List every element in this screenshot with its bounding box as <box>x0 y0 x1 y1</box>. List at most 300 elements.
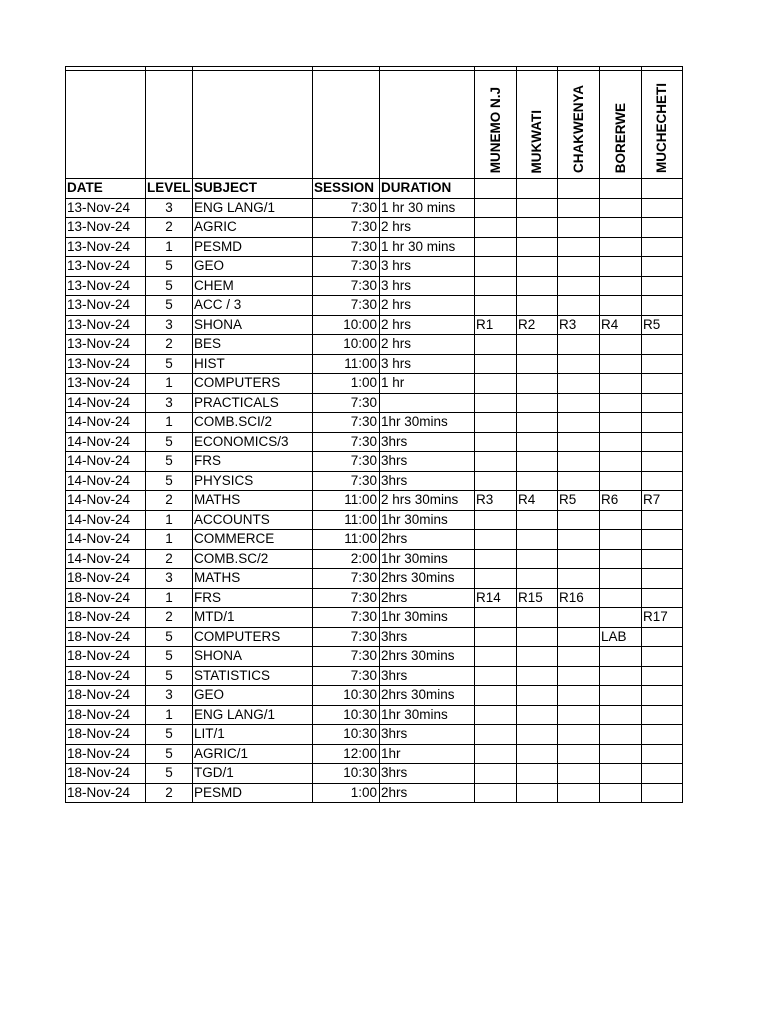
duration-cell[interactable]: 1 hr 30 mins <box>380 198 475 218</box>
room-cell[interactable] <box>475 471 517 491</box>
room-cell[interactable] <box>600 335 642 355</box>
room-cell[interactable] <box>517 452 558 472</box>
room-cell[interactable] <box>475 198 517 218</box>
session-cell[interactable]: 7:30 <box>313 413 380 433</box>
room-cell[interactable] <box>475 296 517 316</box>
session-cell[interactable]: 1:00 <box>313 374 380 394</box>
session-cell[interactable]: 7:30 <box>313 432 380 452</box>
room-cell[interactable] <box>475 276 517 296</box>
room-cell[interactable] <box>558 608 600 628</box>
session-cell[interactable]: 7:30 <box>313 627 380 647</box>
duration-cell[interactable]: 2 hrs <box>380 315 475 335</box>
room-cell[interactable] <box>600 686 642 706</box>
invigilator-header-1[interactable] <box>517 71 558 179</box>
room-cell[interactable]: R3 <box>475 491 517 511</box>
room-cell[interactable] <box>558 452 600 472</box>
room-cell[interactable] <box>475 257 517 277</box>
room-cell[interactable] <box>642 335 683 355</box>
session-cell[interactable]: 7:30 <box>313 471 380 491</box>
room-cell[interactable]: R1 <box>475 315 517 335</box>
room-cell[interactable] <box>600 374 642 394</box>
room-cell[interactable] <box>517 393 558 413</box>
room-cell[interactable] <box>642 413 683 433</box>
room-cell[interactable] <box>642 686 683 706</box>
room-cell[interactable] <box>600 588 642 608</box>
date-cell[interactable]: 14-Nov-24 <box>66 530 146 550</box>
room-cell[interactable] <box>475 666 517 686</box>
duration-cell[interactable]: 2 hrs <box>380 296 475 316</box>
room-cell[interactable] <box>475 725 517 745</box>
subject-cell[interactable]: ENG LANG/1 <box>193 705 313 725</box>
duration-cell[interactable]: 1hr 30mins <box>380 413 475 433</box>
cell[interactable] <box>517 179 558 199</box>
date-cell[interactable]: 18-Nov-24 <box>66 744 146 764</box>
room-cell[interactable] <box>558 198 600 218</box>
duration-column-header[interactable]: DURATION <box>380 179 475 199</box>
invigilator-header-0[interactable] <box>475 71 517 179</box>
room-cell[interactable]: R3 <box>558 315 600 335</box>
room-cell[interactable] <box>517 569 558 589</box>
duration-cell[interactable]: 3hrs <box>380 432 475 452</box>
date-cell[interactable]: 14-Nov-24 <box>66 510 146 530</box>
cell[interactable] <box>66 71 146 179</box>
date-cell[interactable]: 13-Nov-24 <box>66 237 146 257</box>
duration-cell[interactable]: 3hrs <box>380 471 475 491</box>
room-cell[interactable] <box>558 257 600 277</box>
level-cell[interactable]: 2 <box>146 218 193 238</box>
room-cell[interactable] <box>558 296 600 316</box>
subject-cell[interactable]: PRACTICALS <box>193 393 313 413</box>
room-cell[interactable] <box>642 374 683 394</box>
subject-cell[interactable]: COMPUTERS <box>193 627 313 647</box>
level-cell[interactable]: 5 <box>146 725 193 745</box>
date-cell[interactable]: 18-Nov-24 <box>66 725 146 745</box>
duration-cell[interactable]: 2 hrs <box>380 218 475 238</box>
duration-cell[interactable]: 2hrs 30mins <box>380 569 475 589</box>
room-cell[interactable] <box>517 666 558 686</box>
cell[interactable] <box>558 179 600 199</box>
room-cell[interactable] <box>600 510 642 530</box>
room-cell[interactable] <box>517 471 558 491</box>
level-cell[interactable]: 5 <box>146 471 193 491</box>
subject-cell[interactable]: PESMD <box>193 237 313 257</box>
session-cell[interactable]: 7:30 <box>313 296 380 316</box>
session-cell[interactable]: 1:00 <box>313 783 380 803</box>
session-cell[interactable]: 10:30 <box>313 686 380 706</box>
room-cell[interactable] <box>517 530 558 550</box>
subject-cell[interactable]: MATHS <box>193 569 313 589</box>
subject-cell[interactable]: FRS <box>193 452 313 472</box>
duration-cell[interactable]: 3hrs <box>380 764 475 784</box>
session-cell[interactable]: 7:30 <box>313 666 380 686</box>
level-cell[interactable]: 2 <box>146 549 193 569</box>
level-cell[interactable]: 5 <box>146 744 193 764</box>
room-cell[interactable] <box>517 257 558 277</box>
subject-cell[interactable]: CHEM <box>193 276 313 296</box>
session-cell[interactable]: 2:00 <box>313 549 380 569</box>
subject-cell[interactable]: ACC / 3 <box>193 296 313 316</box>
room-cell[interactable] <box>558 686 600 706</box>
room-cell[interactable] <box>642 432 683 452</box>
duration-cell[interactable]: 1hr 30mins <box>380 705 475 725</box>
subject-cell[interactable]: FRS <box>193 588 313 608</box>
room-cell[interactable] <box>600 764 642 784</box>
room-cell[interactable] <box>600 647 642 667</box>
subject-cell[interactable]: ENG LANG/1 <box>193 198 313 218</box>
room-cell[interactable] <box>517 296 558 316</box>
session-column-header[interactable]: SESSION <box>313 179 380 199</box>
room-cell[interactable] <box>600 393 642 413</box>
duration-cell[interactable]: 2hrs 30mins <box>380 686 475 706</box>
room-cell[interactable] <box>642 588 683 608</box>
date-cell[interactable]: 13-Nov-24 <box>66 257 146 277</box>
room-cell[interactable] <box>642 744 683 764</box>
duration-cell[interactable]: 3hrs <box>380 725 475 745</box>
session-cell[interactable]: 11:00 <box>313 530 380 550</box>
invigilator-header-2[interactable] <box>558 71 600 179</box>
level-cell[interactable]: 5 <box>146 666 193 686</box>
subject-cell[interactable]: MTD/1 <box>193 608 313 628</box>
room-cell[interactable] <box>558 744 600 764</box>
room-cell[interactable] <box>558 471 600 491</box>
room-cell[interactable]: R5 <box>558 491 600 511</box>
room-cell[interactable] <box>642 218 683 238</box>
room-cell[interactable] <box>642 452 683 472</box>
subject-cell[interactable]: PHYSICS <box>193 471 313 491</box>
session-cell[interactable]: 12:00 <box>313 744 380 764</box>
duration-cell[interactable]: 3hrs <box>380 452 475 472</box>
room-cell[interactable] <box>600 471 642 491</box>
room-cell[interactable] <box>517 354 558 374</box>
room-cell[interactable] <box>475 627 517 647</box>
session-cell[interactable]: 10:30 <box>313 764 380 784</box>
date-cell[interactable]: 14-Nov-24 <box>66 413 146 433</box>
room-cell[interactable] <box>475 705 517 725</box>
room-cell[interactable] <box>475 237 517 257</box>
level-cell[interactable]: 1 <box>146 510 193 530</box>
subject-cell[interactable]: HIST <box>193 354 313 374</box>
room-cell[interactable] <box>558 569 600 589</box>
room-cell[interactable] <box>517 705 558 725</box>
cell[interactable] <box>193 71 313 179</box>
session-cell[interactable]: 7:30 <box>313 218 380 238</box>
subject-cell[interactable]: AGRIC/1 <box>193 744 313 764</box>
session-cell[interactable]: 10:30 <box>313 705 380 725</box>
subject-cell[interactable]: ECONOMICS/3 <box>193 432 313 452</box>
date-cell[interactable]: 14-Nov-24 <box>66 471 146 491</box>
level-cell[interactable]: 2 <box>146 491 193 511</box>
room-cell[interactable]: R7 <box>642 491 683 511</box>
room-cell[interactable] <box>517 335 558 355</box>
room-cell[interactable]: LAB <box>600 627 642 647</box>
session-cell[interactable]: 7:30 <box>313 393 380 413</box>
room-cell[interactable]: R2 <box>517 315 558 335</box>
room-cell[interactable] <box>642 510 683 530</box>
room-cell[interactable] <box>600 783 642 803</box>
session-cell[interactable]: 10:00 <box>313 335 380 355</box>
room-cell[interactable] <box>517 725 558 745</box>
date-cell[interactable]: 14-Nov-24 <box>66 432 146 452</box>
duration-cell[interactable]: 3hrs <box>380 666 475 686</box>
room-cell[interactable] <box>642 549 683 569</box>
subject-cell[interactable]: PESMD <box>193 783 313 803</box>
subject-cell[interactable]: COMMERCE <box>193 530 313 550</box>
date-cell[interactable]: 13-Nov-24 <box>66 198 146 218</box>
room-cell[interactable] <box>558 335 600 355</box>
date-cell[interactable]: 18-Nov-24 <box>66 705 146 725</box>
duration-cell[interactable]: 1hr 30mins <box>380 608 475 628</box>
room-cell[interactable] <box>600 276 642 296</box>
subject-cell[interactable]: MATHS <box>193 491 313 511</box>
room-cell[interactable] <box>642 647 683 667</box>
room-cell[interactable] <box>475 393 517 413</box>
room-cell[interactable] <box>600 569 642 589</box>
room-cell[interactable] <box>558 354 600 374</box>
room-cell[interactable] <box>600 296 642 316</box>
room-cell[interactable] <box>558 725 600 745</box>
duration-cell[interactable]: 3 hrs <box>380 354 475 374</box>
room-cell[interactable] <box>475 744 517 764</box>
room-cell[interactable]: R4 <box>517 491 558 511</box>
subject-cell[interactable]: AGRIC <box>193 218 313 238</box>
room-cell[interactable] <box>642 296 683 316</box>
date-cell[interactable]: 18-Nov-24 <box>66 666 146 686</box>
room-cell[interactable] <box>558 393 600 413</box>
date-cell[interactable]: 18-Nov-24 <box>66 569 146 589</box>
level-cell[interactable]: 5 <box>146 647 193 667</box>
level-cell[interactable]: 5 <box>146 276 193 296</box>
room-cell[interactable] <box>475 647 517 667</box>
room-cell[interactable] <box>558 432 600 452</box>
level-cell[interactable]: 1 <box>146 237 193 257</box>
room-cell[interactable] <box>517 783 558 803</box>
room-cell[interactable] <box>558 764 600 784</box>
room-cell[interactable] <box>517 413 558 433</box>
room-cell[interactable] <box>558 705 600 725</box>
duration-cell[interactable] <box>380 393 475 413</box>
room-cell[interactable] <box>475 530 517 550</box>
session-cell[interactable]: 7:30 <box>313 276 380 296</box>
cell[interactable] <box>146 71 193 179</box>
level-cell[interactable]: 5 <box>146 296 193 316</box>
room-cell[interactable]: R4 <box>600 315 642 335</box>
duration-cell[interactable]: 2hrs <box>380 783 475 803</box>
room-cell[interactable] <box>600 666 642 686</box>
room-cell[interactable] <box>475 374 517 394</box>
subject-cell[interactable]: SHONA <box>193 315 313 335</box>
subject-cell[interactable]: COMPUTERS <box>193 374 313 394</box>
level-cell[interactable]: 5 <box>146 452 193 472</box>
room-cell[interactable] <box>642 764 683 784</box>
room-cell[interactable] <box>475 608 517 628</box>
room-cell[interactable] <box>600 608 642 628</box>
room-cell[interactable] <box>517 432 558 452</box>
subject-cell[interactable]: GEO <box>193 686 313 706</box>
level-cell[interactable]: 5 <box>146 432 193 452</box>
level-cell[interactable]: 1 <box>146 413 193 433</box>
room-cell[interactable] <box>558 276 600 296</box>
room-cell[interactable] <box>600 218 642 238</box>
room-cell[interactable] <box>517 549 558 569</box>
room-cell[interactable] <box>642 237 683 257</box>
date-cell[interactable]: 18-Nov-24 <box>66 588 146 608</box>
room-cell[interactable]: R17 <box>642 608 683 628</box>
room-cell[interactable] <box>517 647 558 667</box>
session-cell[interactable]: 7:30 <box>313 588 380 608</box>
room-cell[interactable] <box>600 452 642 472</box>
cell[interactable] <box>475 179 517 199</box>
level-cell[interactable]: 3 <box>146 686 193 706</box>
room-cell[interactable] <box>517 276 558 296</box>
session-cell[interactable]: 10:30 <box>313 725 380 745</box>
level-cell[interactable]: 5 <box>146 764 193 784</box>
room-cell[interactable] <box>642 471 683 491</box>
room-cell[interactable] <box>642 627 683 647</box>
duration-cell[interactable]: 1 hr 30 mins <box>380 237 475 257</box>
date-cell[interactable]: 18-Nov-24 <box>66 608 146 628</box>
session-cell[interactable]: 11:00 <box>313 491 380 511</box>
room-cell[interactable] <box>517 627 558 647</box>
room-cell[interactable] <box>600 725 642 745</box>
duration-cell[interactable]: 1hr 30mins <box>380 549 475 569</box>
room-cell[interactable] <box>600 198 642 218</box>
session-cell[interactable]: 7:30 <box>313 608 380 628</box>
room-cell[interactable] <box>558 666 600 686</box>
duration-cell[interactable]: 2hrs 30mins <box>380 647 475 667</box>
session-cell[interactable]: 7:30 <box>313 647 380 667</box>
room-cell[interactable] <box>600 705 642 725</box>
room-cell[interactable] <box>475 335 517 355</box>
room-cell[interactable] <box>600 549 642 569</box>
room-cell[interactable]: R5 <box>642 315 683 335</box>
date-cell[interactable]: 13-Nov-24 <box>66 276 146 296</box>
room-cell[interactable] <box>475 413 517 433</box>
room-cell[interactable] <box>517 198 558 218</box>
room-cell[interactable] <box>642 569 683 589</box>
date-cell[interactable]: 18-Nov-24 <box>66 783 146 803</box>
room-cell[interactable] <box>600 237 642 257</box>
room-cell[interactable] <box>600 744 642 764</box>
room-cell[interactable] <box>517 374 558 394</box>
room-cell[interactable] <box>558 510 600 530</box>
room-cell[interactable] <box>642 783 683 803</box>
room-cell[interactable] <box>642 530 683 550</box>
subject-cell[interactable]: LIT/1 <box>193 725 313 745</box>
level-cell[interactable]: 2 <box>146 608 193 628</box>
session-cell[interactable]: 10:00 <box>313 315 380 335</box>
room-cell[interactable] <box>642 666 683 686</box>
room-cell[interactable] <box>517 764 558 784</box>
subject-cell[interactable]: TGD/1 <box>193 764 313 784</box>
room-cell[interactable] <box>517 218 558 238</box>
date-cell[interactable]: 18-Nov-24 <box>66 686 146 706</box>
date-cell[interactable]: 13-Nov-24 <box>66 335 146 355</box>
session-cell[interactable]: 7:30 <box>313 257 380 277</box>
date-cell[interactable]: 13-Nov-24 <box>66 315 146 335</box>
session-cell[interactable]: 7:30 <box>313 452 380 472</box>
room-cell[interactable]: R15 <box>517 588 558 608</box>
room-cell[interactable] <box>475 764 517 784</box>
subject-cell[interactable]: STATISTICS <box>193 666 313 686</box>
level-cell[interactable]: 5 <box>146 354 193 374</box>
duration-cell[interactable]: 2 hrs <box>380 335 475 355</box>
subject-cell[interactable]: ACCOUNTS <box>193 510 313 530</box>
level-column-header[interactable]: LEVEL <box>146 179 193 199</box>
room-cell[interactable] <box>475 549 517 569</box>
room-cell[interactable] <box>475 510 517 530</box>
room-cell[interactable] <box>642 393 683 413</box>
subject-cell[interactable]: BES <box>193 335 313 355</box>
level-cell[interactable]: 1 <box>146 374 193 394</box>
cell[interactable] <box>642 179 683 199</box>
room-cell[interactable] <box>558 218 600 238</box>
session-cell[interactable]: 11:00 <box>313 510 380 530</box>
room-cell[interactable] <box>558 783 600 803</box>
session-cell[interactable]: 7:30 <box>313 198 380 218</box>
room-cell[interactable] <box>558 374 600 394</box>
room-cell[interactable] <box>600 530 642 550</box>
duration-cell[interactable]: 2 hrs 30mins <box>380 491 475 511</box>
room-cell[interactable] <box>600 354 642 374</box>
level-cell[interactable]: 5 <box>146 627 193 647</box>
room-cell[interactable] <box>558 647 600 667</box>
room-cell[interactable] <box>475 218 517 238</box>
duration-cell[interactable]: 3hrs <box>380 627 475 647</box>
duration-cell[interactable]: 3 hrs <box>380 257 475 277</box>
room-cell[interactable] <box>517 744 558 764</box>
date-cell[interactable]: 13-Nov-24 <box>66 218 146 238</box>
room-cell[interactable] <box>642 354 683 374</box>
level-cell[interactable]: 2 <box>146 783 193 803</box>
room-cell[interactable] <box>600 413 642 433</box>
date-cell[interactable]: 18-Nov-24 <box>66 627 146 647</box>
room-cell[interactable] <box>642 725 683 745</box>
subject-cell[interactable]: SHONA <box>193 647 313 667</box>
date-cell[interactable]: 14-Nov-24 <box>66 393 146 413</box>
room-cell[interactable] <box>642 276 683 296</box>
room-cell[interactable] <box>475 354 517 374</box>
date-cell[interactable]: 13-Nov-24 <box>66 374 146 394</box>
session-cell[interactable]: 7:30 <box>313 237 380 257</box>
duration-cell[interactable]: 1hr 30mins <box>380 510 475 530</box>
room-cell[interactable]: R16 <box>558 588 600 608</box>
duration-cell[interactable]: 1 hr <box>380 374 475 394</box>
cell[interactable] <box>313 71 380 179</box>
date-cell[interactable]: 13-Nov-24 <box>66 296 146 316</box>
room-cell[interactable] <box>642 257 683 277</box>
room-cell[interactable] <box>558 413 600 433</box>
duration-cell[interactable]: 2hrs <box>380 588 475 608</box>
level-cell[interactable]: 1 <box>146 588 193 608</box>
room-cell[interactable] <box>475 783 517 803</box>
duration-cell[interactable]: 3 hrs <box>380 276 475 296</box>
date-cell[interactable]: 18-Nov-24 <box>66 647 146 667</box>
subject-cell[interactable]: COMB.SC/2 <box>193 549 313 569</box>
room-cell[interactable] <box>475 432 517 452</box>
session-cell[interactable]: 11:00 <box>313 354 380 374</box>
room-cell[interactable]: R14 <box>475 588 517 608</box>
subject-column-header[interactable]: SUBJECT <box>193 179 313 199</box>
room-cell[interactable] <box>517 237 558 257</box>
level-cell[interactable]: 2 <box>146 335 193 355</box>
level-cell[interactable]: 1 <box>146 705 193 725</box>
room-cell[interactable] <box>558 627 600 647</box>
date-cell[interactable]: 14-Nov-24 <box>66 549 146 569</box>
date-cell[interactable]: 14-Nov-24 <box>66 452 146 472</box>
duration-cell[interactable]: 1hr <box>380 744 475 764</box>
room-cell[interactable] <box>517 608 558 628</box>
subject-cell[interactable]: COMB.SCI/2 <box>193 413 313 433</box>
